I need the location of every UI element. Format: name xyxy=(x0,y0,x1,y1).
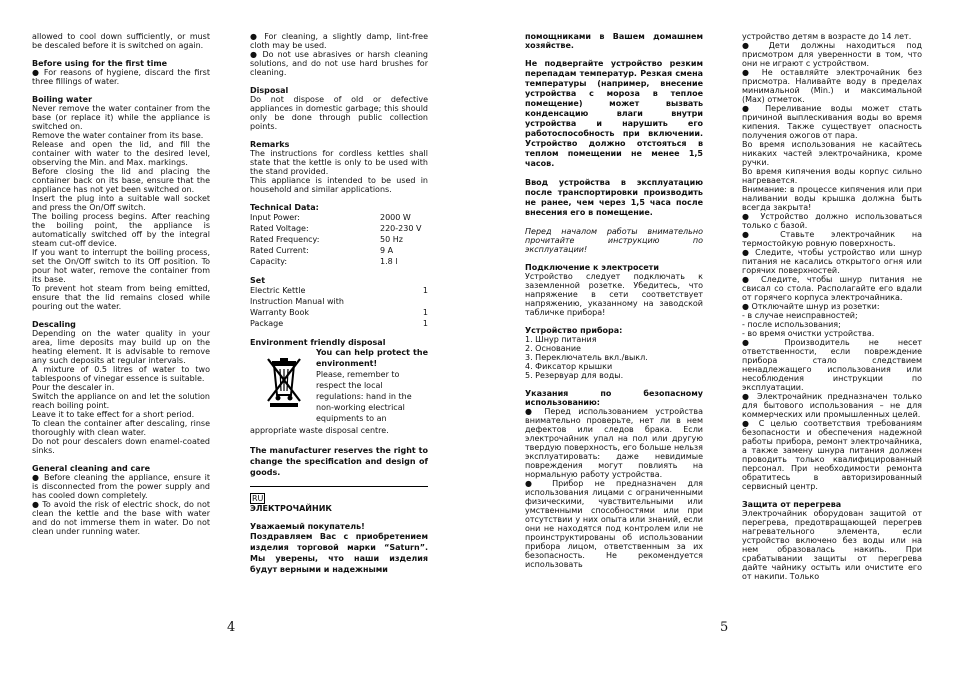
spec-key: Rated Voltage: xyxy=(250,224,309,233)
paragraph: Перед началом работы внимательно прочитайте инструкцию по эксплуатации! xyxy=(525,227,703,254)
divider xyxy=(250,486,428,487)
paragraph: A mixture of 0.5 litres of water to two tablespoons of vinegar essence is suitable. xyxy=(32,365,210,383)
set-item: Instruction Manual with xyxy=(250,297,344,306)
paragraph: Please, remember to respect the local regulations: hand in the non-working electrical equipments to an xyxy=(316,370,412,423)
spec-value: 1.8 l xyxy=(380,257,398,266)
paragraph: ● Устройство должно использоваться только с базой. xyxy=(742,212,922,230)
paragraph: устройство детям в возрасте до 14 лет. xyxy=(742,32,912,41)
section-heading-connection: Подключение к электросети xyxy=(525,263,659,272)
set-table xyxy=(250,285,428,329)
list-item: 4. Фиксатор крышки xyxy=(525,362,613,371)
set-count: 1 xyxy=(422,319,428,328)
paragraph: ● Производитель не несет ответственности, если повреждение прибора стало следствием ненадлежащего использования или несоблюдения инструкции по эксплуатации. xyxy=(742,338,922,392)
paragraph: ● Ставьте электрочайник на термостойкую ровную поверхность. xyxy=(742,230,922,248)
paragraph: The boiling process begins. After reaching the boiling point, the appliance is automatically switched off by the integral steam cut-off device. xyxy=(32,212,210,248)
section-heading-first-use: Before using for the first time xyxy=(32,59,168,68)
spec-value: 2000 W xyxy=(380,213,411,222)
list-item: - во время очистки устройства. xyxy=(742,329,875,338)
column-2 xyxy=(250,32,428,575)
paragraph: ● Следите, чтобы шнур питания не свисал со стола. Располагайте его вдали от горячего корпуса электрочайника. xyxy=(742,275,922,302)
table-row xyxy=(250,234,428,245)
page-number-right: 5 xyxy=(720,620,729,635)
section-heading-safety: Указания по безопасному использованию: xyxy=(525,389,703,407)
paragraph: ● С целью соответствия требованиям безопасности и обеспечения надежной работы прибора, ремонт электрочайника, а также замену шнура питания должен проводить только квалифицированный персонал. При необходимости ремонта обратитесь в авторизированный сервисный центр. xyxy=(742,419,922,491)
set-item: Warranty Book xyxy=(250,308,310,317)
section-heading-technical-data: Technical Data: xyxy=(250,203,319,212)
warning-paragraph: Не подвергайте устройство резким перепадам температур. Резкая смена температуры (например, внесение устройства с мороза в теплое помещение) может вызвать конденсацию влаги внутри устройства и нарушить его работоспособность при включении. Устройство должно отстояться в теплом помещении не менее 1,5 часов. xyxy=(525,59,703,168)
paragraph: ● Перед использованием устройства внимательно проверьте, нет ли в нем дефектов или следов брака. Если электрочайник упал на пол или другую твердую поверхность, его больше нельзя эксплуатировать: даже невидимые повреждения могут повлиять на нормальную работу устройства. xyxy=(525,407,703,479)
paragraph: ● For reasons of hygiene, discard the first three fillings of water. xyxy=(32,68,210,86)
paragraph: The instructions for cordless kettles shall state that the kettle is only to be used with the stand provided. xyxy=(250,149,428,176)
environment-block xyxy=(250,347,428,425)
table-row xyxy=(250,285,428,296)
table-row xyxy=(250,245,428,256)
crossed-out-bin-icon xyxy=(266,355,302,407)
section-heading-overheat: Защита от перегрева xyxy=(742,500,842,509)
greeting: Уважаемый покупатель! xyxy=(250,522,365,531)
paragraph: To prevent hot steam from being emitted, ensure that the lid remains closed while pouring out the water. xyxy=(32,284,210,311)
paragraph: ● Не оставляйте электрочайник без присмотра. Наливайте воду в пределах минимальной (Min.) и максимальной (Max) отметок. xyxy=(742,68,922,104)
table-row xyxy=(250,318,428,329)
spec-key: Input Power: xyxy=(250,213,300,222)
spec-key: Rated Current: xyxy=(250,246,309,255)
paragraph: ● Прибор не предназначен для использования лицами с ограниченными физическими, чувствительными или умственными способностями или при отсутствии у них опыта или знаний, если они не находятся под контролем или не проинструктированы об использовании прибора лицом, ответственным за их безопасность. Не рекомендуется использовать xyxy=(525,479,703,569)
paragraph: Ввод устройства в эксплуатацию после транспортировки производить не ранее, чем через 1,5 часа после внесения его в помещение. xyxy=(525,178,703,217)
table-row xyxy=(250,296,428,307)
column-1 xyxy=(32,32,210,536)
paragraph: Во время использования не касайтесь никаких частей электрочайника, кроме ручки. xyxy=(742,140,922,167)
set-item: Electric Kettle xyxy=(250,286,306,295)
page-number-left: 4 xyxy=(227,620,236,635)
paragraph: appropriate waste disposal centre. xyxy=(250,426,389,435)
paragraph: Во время кипячения воды корпус сильно нагревается. xyxy=(742,167,922,185)
spec-key: Rated Frequency: xyxy=(250,235,320,244)
set-item: Package xyxy=(250,319,284,328)
environment-bold-text: You can help protect the environment! xyxy=(316,348,428,368)
table-row xyxy=(250,223,428,234)
list-item: 1. Шнур питания xyxy=(525,335,597,344)
paragraph: Depending on the water quality in your area, lime deposits may build up on the heating element. It is advisable to remove any such deposits at regular intervals. xyxy=(32,329,210,365)
manufacturer-notice: The manufacturer reserves the right to change the specification and design of goods. xyxy=(250,446,428,477)
russian-title: ЭЛЕКТРОЧАЙНИК xyxy=(250,504,332,513)
spec-value: 9 A xyxy=(380,246,394,255)
paragraph: ● Дети должны находиться под присмотром для уверенности в том, что они не играют с устройством. xyxy=(742,41,922,68)
paragraph: Электрочайник оборудован защитой от перегрева, предотвращающей перегрев нагревательного элемента, если устройство включено без воды или на нем образовалась накипь. При срабатывании защиты от перегрева дайте чайнику остыть или очистите его от накипи. Только xyxy=(742,509,922,581)
paragraph: If you want to interrupt the boiling process, set the On/Off switch to its Off position. To pour hot water, remove the container from its base. xyxy=(32,248,210,284)
paragraph: Do not pour descalers down enamel-coated sinks. xyxy=(32,437,210,455)
section-heading-remarks: Remarks xyxy=(250,140,290,149)
column-4 xyxy=(742,32,922,581)
list-item: - в случае неисправностей; xyxy=(742,311,858,320)
spec-value: 50 Hz xyxy=(380,235,403,244)
paragraph: Switch the appliance on and let the solution reach boiling point. xyxy=(32,392,210,410)
paragraph: ● For cleaning, a slightly damp, lint-free cloth may be used. xyxy=(250,32,428,50)
paragraph: Pour the descaler in. xyxy=(32,383,115,392)
technical-data-table xyxy=(250,212,428,267)
paragraph: ● Электрочайник предназначен только для бытового использования – не для коммерческих или промышленных целей. xyxy=(742,392,922,419)
paragraph: Before closing the lid and placing the container back on its base, ensure that the appliance has not yet been switched on. xyxy=(32,167,210,194)
language-badge: RU xyxy=(252,494,264,503)
paragraph: Leave it to take effect for a short period. xyxy=(32,410,195,419)
environment-text xyxy=(316,347,428,424)
paragraph: allowed to cool down sufficiently, or must be descaled before it is switched on again. xyxy=(32,32,210,50)
set-count: 1 xyxy=(422,308,428,317)
list-item: 3. Переключатель вкл./выкл. xyxy=(525,353,648,362)
paragraph: помощниками в Вашем домашнем хозяйстве. xyxy=(525,32,703,50)
paragraph: This appliance is intended to be used in household and similar applications. xyxy=(250,176,428,194)
spec-key: Capacity: xyxy=(250,257,288,266)
section-heading-cleaning: General cleaning and care xyxy=(32,464,151,473)
paragraph: ● Before cleaning the appliance, ensure it is disconnected from the power supply and has cooled down completely. xyxy=(32,473,210,500)
table-row xyxy=(250,212,428,223)
paragraph: Внимание: в процессе кипячения или при наливании воды крышка должна быть всегда закрыта! xyxy=(742,185,922,212)
paragraph: Поздравляем Вас с приобретением изделия торговой марки “Saturn”. Мы уверены, что наши изделия будут верными и надежными xyxy=(250,532,428,574)
section-heading-descaling: Descaling xyxy=(32,320,76,329)
list-item: 2. Основание xyxy=(525,344,581,353)
paragraph: ● To avoid the risk of electric shock, do not clean the kettle and the base with water and do not immerse them in water. Do not clean under running water. xyxy=(32,500,210,536)
paragraph: ● Do not use abrasives or harsh cleaning solutions, and do not use hard brushes for cleaning. xyxy=(250,50,428,77)
table-row xyxy=(250,256,428,267)
paragraph: ● Отключайте шнур из розетки: xyxy=(742,302,880,311)
section-heading-disposal: Disposal xyxy=(250,86,289,95)
paragraph: ● Переливание воды может стать причиной выплескивания воды во время кипения. Также существует опасность получения ожогов от пара. xyxy=(742,104,922,140)
section-heading-boiling: Boiling water xyxy=(32,95,93,104)
set-count xyxy=(408,296,428,307)
spec-value: 220-230 V xyxy=(380,224,422,233)
section-heading-set: Set xyxy=(250,276,266,285)
paragraph: Устройство следует подключать к заземленной розетке. Убедитесь, что напряжение в сети соответствует напряжению, указанному на заводской табличке прибора! xyxy=(525,272,703,317)
paragraph: To clean the container after descaling, rinse thoroughly with clean water. xyxy=(32,419,210,437)
paragraph: Never remove the water container from the base (or replace it) while the appliance is switched on. xyxy=(32,104,210,131)
table-row xyxy=(250,307,428,318)
section-heading-environment: Environment friendly disposal xyxy=(250,338,386,347)
set-count: 1 xyxy=(422,286,428,295)
paragraph: Insert the plug into a suitable wall socket and press the On/Off switch. xyxy=(32,194,210,212)
list-item: - после использования; xyxy=(742,320,841,329)
section-heading-device: Устройство прибора: xyxy=(525,326,623,335)
column-3 xyxy=(525,32,703,569)
paragraph: Release and open the lid, and fill the container with water to the desired level, observing the Min. and Max. markings. xyxy=(32,140,210,167)
paragraph: ● Следите, чтобы устройство или шнур питания не касались открытого огня или горячих поверхностей. xyxy=(742,248,922,275)
paragraph: Remove the water container from its base. xyxy=(32,131,204,140)
paragraph: Do not dispose of old or defective appliances in domestic garbage; this should only be done through public collection points. xyxy=(250,95,428,131)
list-item: 5. Резервуар для воды. xyxy=(525,371,624,380)
